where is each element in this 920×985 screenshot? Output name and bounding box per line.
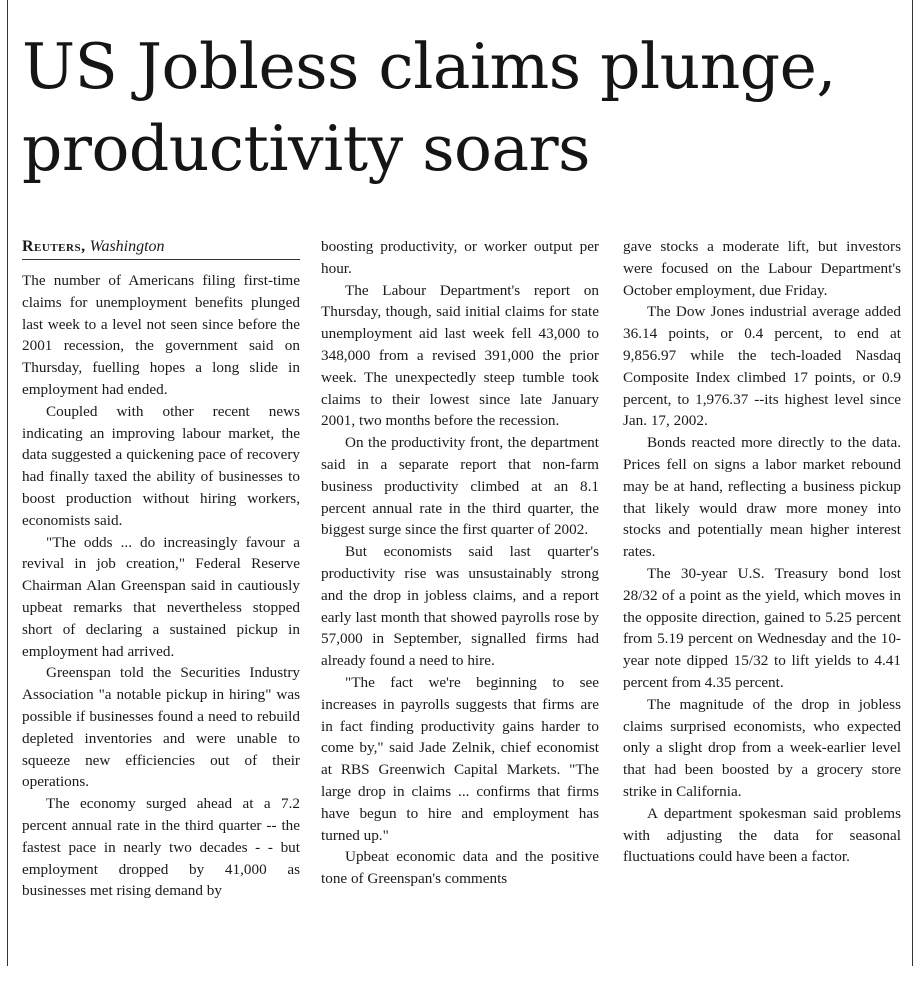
left-border-rule: [7, 0, 8, 966]
paragraph: The number of Americans filing first-time claims for unemployment benefits plunged last week to a level not seen since before the 2001 recession, the government said on Thursday, fuelling hopes a long slide in employment had ended.: [22, 272, 300, 398]
byline-city: Washington: [89, 238, 165, 255]
paragraph: Bonds reacted more directly to the data. Prices fell on signs a labor market rebound may be at hand, reflecting a business pickup that likely would draw more money into stocks and potentially mean higher interest rates.: [623, 434, 901, 561]
paragraph: A department spokesman said problems with adjusting the data for seasonal fluctuations could have been a factor.: [623, 804, 901, 866]
paragraph: "The fact we're beginning to see increases in payrolls suggests that firms are in fact finding productivity gains harder to come by," said Jade Zelnik, chief economist at RBS Greenwich Capital Markets. "The large drop in claims ... confirms that firms have begun to hire and employment has turned up.": [321, 673, 599, 844]
paragraph: Greenspan told the Securities Industry Association "a notable pickup in hiring" was possible if businesses found a need to rebuild depleted inventories and were unable to squeeze new efficiencies out of their operations.: [22, 664, 300, 791]
byline: [22, 238, 300, 260]
paragraph: Upbeat economic data and the positive tone of Greenspan's comments: [321, 848, 599, 888]
paragraph: gave stocks a moderate lift, but investors were focused on the Labour Department's October employment, due Friday.: [623, 238, 901, 299]
article-column-1: [22, 270, 300, 902]
paragraph: The economy surged ahead at a 7.2 percent annual rate in the third quarter -- the fastest pace in nearly two decades - - but employment dropped by 41,000 as businesses met rising demand by: [22, 795, 300, 900]
paragraph: Coupled with other recent news indicating an improving labour market, the data suggested a quickening pace of recovery had finally taxed the ability of businesses to boost production without hiring workers, economists said.: [22, 402, 300, 529]
paragraph: "The odds ... do increasingly favour a revival in job creation," Federal Reserve Chairman Alan Greenspan said in cautiously upbeat remarks that nevertheless stopped short of declaring a sustained pickup in employment had arrived.: [22, 533, 300, 660]
paragraph: boosting productivity, or worker output per hour.: [321, 238, 599, 277]
article-column-3: [623, 236, 901, 868]
headline: US Jobless claims plunge, productivity soars: [22, 30, 836, 185]
paragraph: The Dow Jones industrial average added 36.14 points, or 0.4 percent, to end at 9,856.97 while the tech-loaded Nasdaq Composite Index climbed 17 points, or 0.9 percent, to 1,976.37 --its highest level since Jan. 17, 2002.: [623, 303, 901, 430]
article-column-2: [321, 236, 599, 890]
paragraph: On the productivity front, the department said in a separate report that non-farm business productivity climbed at an 8.1 percent annual rate in the third quarter, the biggest surge since the first quarter of 2002.: [321, 434, 599, 539]
paragraph: The 30-year U.S. Treasury bond lost 28/32 of a point as the yield, which moves in the opposite direction, gained to 5.25 percent from 5.19 percent on Wednesday and the 10-year note dipped 15/32 to lift yields to 4.41 percent from 4.35 percent.: [623, 564, 901, 691]
byline-agency: Reuters,: [22, 238, 86, 255]
paragraph: But economists said last quarter's productivity rise was unsustainably strong and the drop in jobless claims, and a report early last month that showed payrolls rose by 57,000 in September, signalled firms had already found a need to hire.: [321, 543, 599, 670]
right-border-rule: [912, 0, 913, 966]
paragraph: The Labour Department's report on Thursday, though, said initial claims for state unemployment aid last week fell 43,000 to 348,000 from a revised 391,000 the prior week. The unexpectedly steep tumble took claims to their lowest since late January 2001, two months before the recession.: [321, 281, 599, 430]
paragraph: The magnitude of the drop in jobless claims surprised economists, who expected only a slight drop from a week-earlier level that had been boosted by a grocery store strike in California.: [623, 695, 901, 800]
